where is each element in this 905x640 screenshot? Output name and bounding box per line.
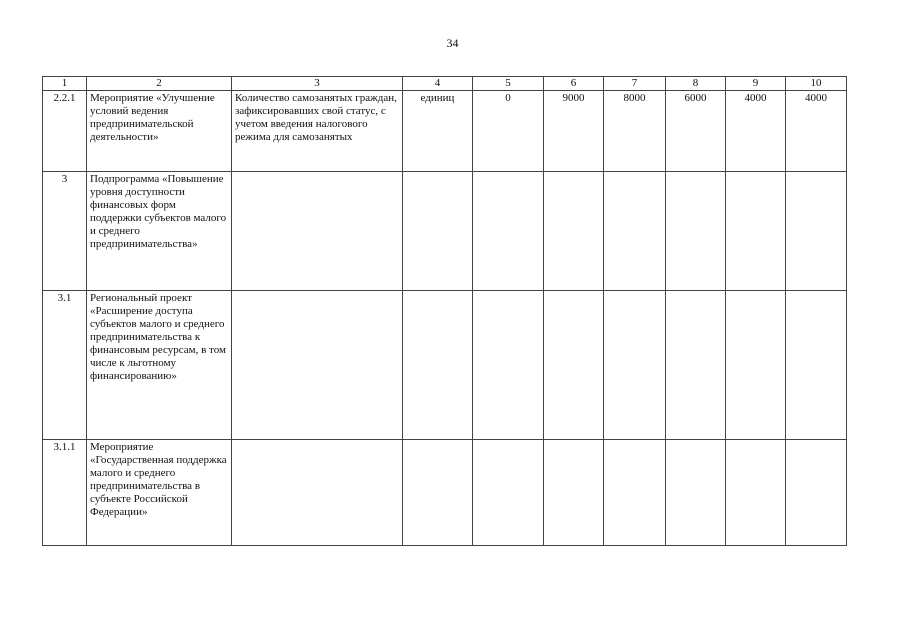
row-value-7 [604, 291, 666, 440]
table-row [43, 440, 847, 546]
header-cell: 2 [87, 77, 232, 91]
row-value-5 [473, 291, 544, 440]
row-value-7 [604, 440, 666, 546]
header-cell: 5 [473, 77, 544, 91]
table-row [43, 172, 847, 291]
row-value-10: 4000 [786, 91, 847, 172]
row-unit: единиц [403, 91, 473, 172]
row-value-9: 4000 [726, 91, 786, 172]
table-row [43, 291, 847, 440]
row-number: 3 [43, 172, 87, 291]
header-row [43, 77, 847, 91]
row-value-8 [666, 291, 726, 440]
row-name: Мероприятие «Государственная поддержка малого и среднего предпринимательства в субъекте Российской Федерации» [87, 440, 232, 546]
header-cell: 9 [726, 77, 786, 91]
header-cell: 4 [403, 77, 473, 91]
row-value-9 [726, 172, 786, 291]
row-value-10 [786, 291, 847, 440]
row-value-5 [473, 440, 544, 546]
header-cell: 1 [43, 77, 87, 91]
indicators-table [42, 76, 847, 546]
table-row [43, 91, 847, 172]
row-value-8 [666, 440, 726, 546]
row-value-6 [544, 172, 604, 291]
row-value-10 [786, 172, 847, 291]
row-value-9 [726, 440, 786, 546]
header-cell: 7 [604, 77, 666, 91]
row-indicator [232, 440, 403, 546]
header-cell: 10 [786, 77, 847, 91]
row-indicator: Количество самозанятых граждан, зафиксировавших свой статус, с учетом введения налогового режима для самозанятых [232, 91, 403, 172]
row-value-6 [544, 440, 604, 546]
row-value-8 [666, 172, 726, 291]
row-value-9 [726, 291, 786, 440]
row-number: 3.1.1 [43, 440, 87, 546]
header-cell: 8 [666, 77, 726, 91]
row-indicator [232, 172, 403, 291]
row-unit [403, 440, 473, 546]
row-indicator [232, 291, 403, 440]
row-name: Подпрограмма «Повышение уровня доступности финансовых форм поддержки субъектов малого и среднего предпринимательства» [87, 172, 232, 291]
row-value-7 [604, 172, 666, 291]
row-value-6 [544, 291, 604, 440]
row-name: Региональный проект «Расширение доступа субъектов малого и среднего предпринимательства к финансовым ресурсам, в том числе к льготному финансированию» [87, 291, 232, 440]
row-value-8: 6000 [666, 91, 726, 172]
row-value-10 [786, 440, 847, 546]
row-value-5 [473, 172, 544, 291]
row-unit [403, 291, 473, 440]
page-number: 34 [446, 36, 459, 50]
header-cell: 3 [232, 77, 403, 91]
row-unit [403, 172, 473, 291]
row-value-6: 9000 [544, 91, 604, 172]
row-number: 3.1 [43, 291, 87, 440]
header-cell: 6 [544, 77, 604, 91]
row-value-7: 8000 [604, 91, 666, 172]
row-number: 2.2.1 [43, 91, 87, 172]
row-value-5: 0 [473, 91, 544, 172]
row-name: Мероприятие «Улучшение условий ведения предпринимательской деятельности» [87, 91, 232, 172]
